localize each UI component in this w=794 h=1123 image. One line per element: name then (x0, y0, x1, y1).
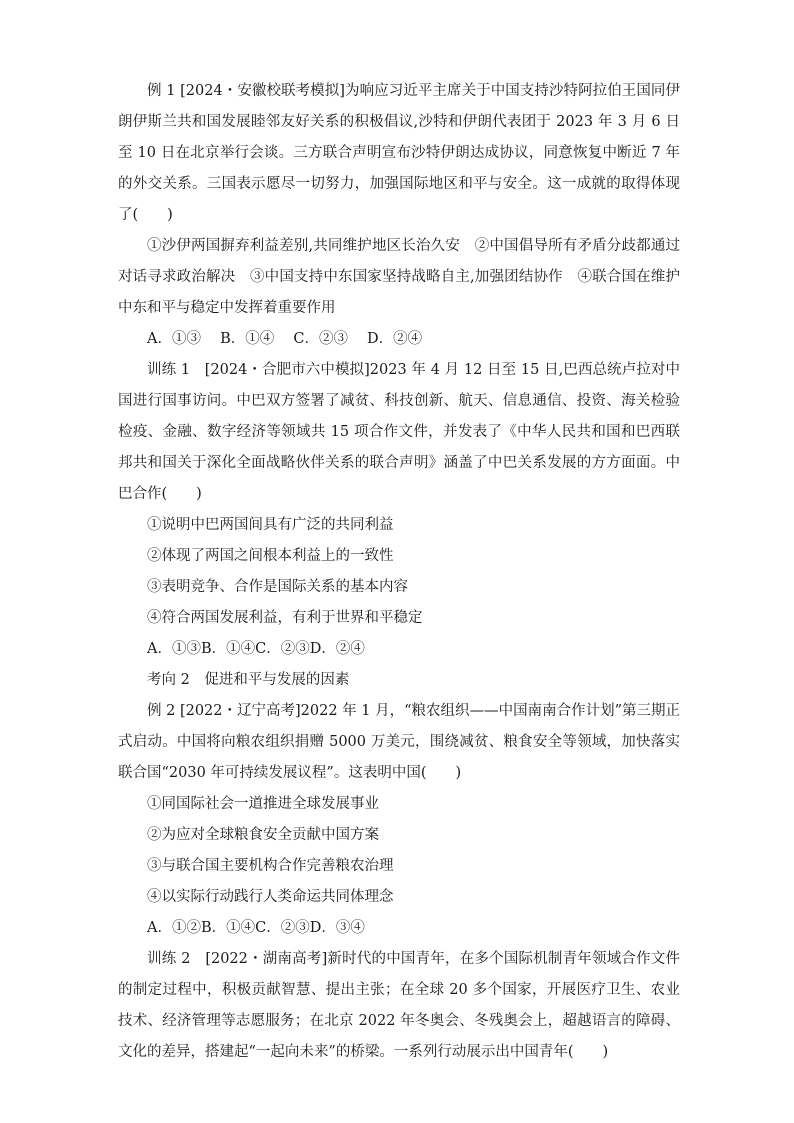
training-1-statement-3: ③表明竞争、合作是国际关系的基本内容 (147, 579, 408, 595)
example-1-question: 例 1 [2024・安徽校联考模拟]为响应习近平主席关于中国支持沙特阿拉伯王国同伊朗伊斯兰共和国发展睦邻友好关系的积极倡议,沙特和伊朗代表团于 2023 年 3 月 6 日至 10 日在北京举行会谈。三方联合声明宣布沙特伊朗达成协议，同意恢复中断近 7 年的外交关系。三国表示愿尽一切努力，加强国际地区和平与安全。这一成就的取得体现了( ) (118, 83, 680, 223)
training-1-answer-options: A．①③B．①④C．②③D．②④ (147, 641, 365, 657)
training-1-statement-2: ②体现了两国之间根本利益上的一致性 (147, 548, 394, 564)
training-1-statement-1: ①说明中巴两国间具有广泛的共同利益 (147, 517, 394, 533)
example-2-answer-options: A．①②B．①④C．②③D．③④ (147, 920, 365, 936)
example-1-statements: ①沙伊两国摒弃利益差别,共同维护地区长治久安 ②中国倡导所有矛盾分歧都通过对话寻求政治解决 ③中国支持中东国家坚持战略自主,加强团结协作 ④联合国在维护中东和平与稳定中发挥着重要作用 (118, 238, 680, 316)
training-1-question: 训练 1 [2024・合肥市六中模拟]2023 年 4 月 12 日至 15 日,巴西总统卢拉对中国进行国事访问。中巴双方签署了减贫、科技创新、航天、信息通信、投资、海关检验检疫、金融、数字经济等领域共 15 项合作文件，并发表了《中华人民共和国和巴西联邦共和国关于深化全面战略伙伴关系的联合声明》涵盖了中巴关系发展的方方面面。中巴合作( ) (118, 362, 680, 502)
example-2-statement-3: ③与联合国主要机构合作完善粮农治理 (147, 858, 394, 874)
document-page (118, 76, 680, 1068)
example-2-statement-4: ④以实际行动践行人类命运共同体理念 (147, 889, 394, 905)
section-heading-2: 考向 2 促进和平与发展的因素 (147, 672, 350, 688)
example-2-statement-1: ①同国际社会一道推进全球发展事业 (147, 796, 379, 812)
example-2-question: 例 2 [2022・辽宁高考]2022 年 1 月，“粮农组织——中国南南合作计划”第三期正式启动。中国将向粮农组织捐赠 5000 万美元，围绕减贫、粮食安全等领域，加快落实联合国“2030 年可持续发展议程”。这表明中国( ) (118, 703, 680, 781)
training-2-question: 训练 2 [2022・湖南高考]新时代的中国青年，在多个国际机制青年领域合作文件的制定过程中，积极贡献智慧、提出主张；在全球 20 多个国家，开展医疗卫生、农业技术、经济管理等志愿服务；在北京 2022 年冬奥会、冬残奥会上，超越语言的障碍、文化的差异，搭建起“一起向未来”的桥梁。一系列行动展示出中国青年( ) (118, 951, 680, 1060)
example-2-statement-2: ②为应对全球粮食安全贡献中国方案 (147, 827, 379, 843)
example-1-answer-options: A．①③ B．①④ C．②③ D．②④ (147, 331, 423, 347)
training-1-statement-4: ④符合两国发展利益，有利于世界和平稳定 (147, 610, 423, 626)
